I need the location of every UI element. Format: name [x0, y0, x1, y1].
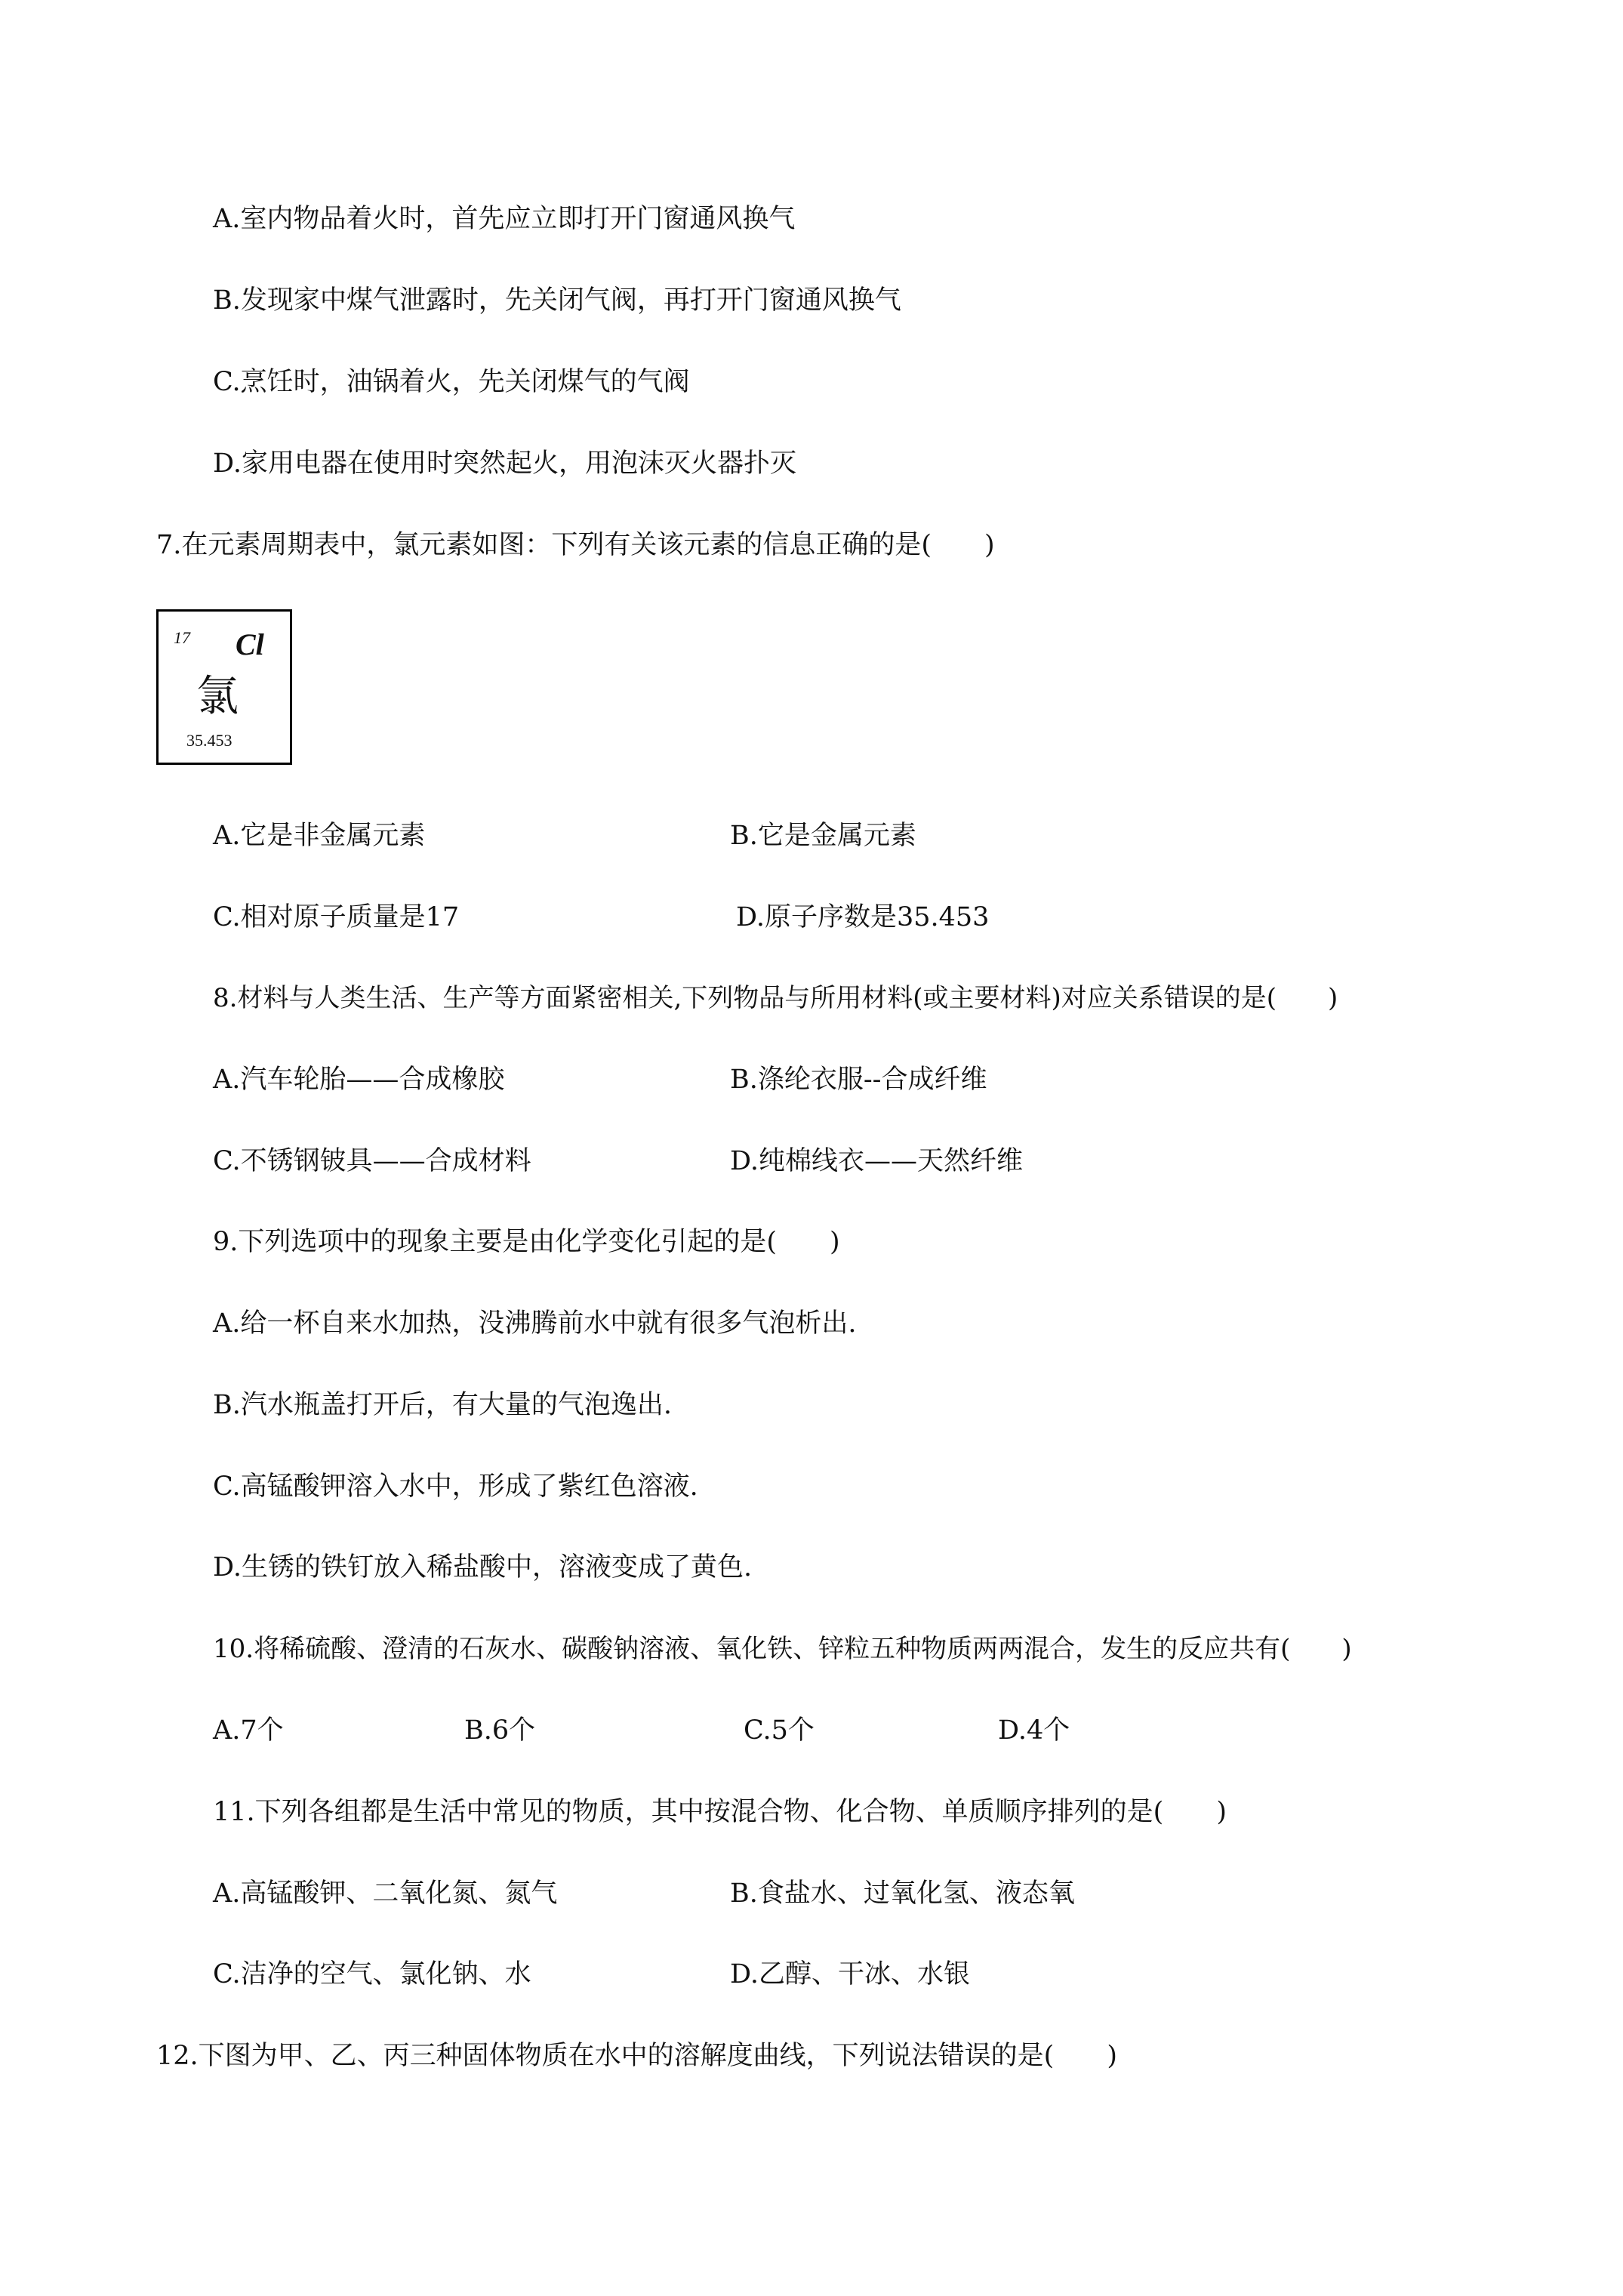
q10-option-c: C.5个 [744, 1715, 815, 1746]
q7-option-d: D.原子序数是35.453 [736, 902, 990, 932]
q10-stem: 10.将稀硫酸、澄清的石灰水、碳酸钠溶液、氧化铁、锌粒五种物质两两混合，发生的反应共有( ) [213, 1634, 1352, 1664]
element-name: 氯 [196, 672, 239, 721]
q11-option-b: B.食盐水、过氧化氢、液态氧 [730, 1878, 1075, 1909]
q10-option-a: A.7个 [213, 1715, 284, 1746]
q11-stem: 11.下列各组都是生活中常见的物质，其中按混合物、化合物、单质顺序排列的是( ) [213, 1797, 1227, 1827]
q6-option-c: C.烹饪时，油锅着火，先关闭煤气的气阀 [213, 367, 690, 397]
element-symbol: Cl [236, 627, 264, 661]
q11-option-d: D.乙醇、干冰、水银 [730, 1959, 970, 1989]
q7-stem: 7.在元素周期表中，氯元素如图：下列有关该元素的信息正确的是( ) [156, 530, 995, 560]
q9-option-d: D.生锈的铁钉放入稀盐酸中，溶液变成了黄色. [213, 1552, 753, 1583]
q7-option-c: C.相对原子质量是17 [213, 902, 460, 932]
element-atomic-number: 17 [174, 628, 190, 647]
q12-stem: 12.下图为甲、乙、丙三种固体物质在水中的溶解度曲线，下列说法错误的是( ) [156, 2041, 1117, 2071]
q6-option-d: D.家用电器在使用时突然起火，用泡沫灭火器扑灭 [213, 448, 796, 479]
element-atomic-mass: 35.453 [186, 731, 233, 750]
q11-option-c: C.洁净的空气、氯化钠、水 [213, 1959, 531, 1989]
q7-option-a: A.它是非金属元素 [213, 821, 426, 851]
q7-option-b: B.它是金属元素 [730, 821, 916, 851]
q9-option-b: B.汽水瓶盖打开后，有大量的气泡逸出. [213, 1390, 672, 1420]
q9-stem: 9.下列选项中的现象主要是由化学变化引起的是( ) [213, 1227, 840, 1257]
q8-option-a: A.汽车轮胎——合成橡胶 [213, 1065, 505, 1095]
q9-option-a: A.给一杯自来水加热，没沸腾前水中就有很多气泡析出. [213, 1308, 857, 1339]
q9-option-c: C.高锰酸钾溶入水中，形成了紫红色溶液. [213, 1472, 698, 1502]
chlorine-element-card [156, 609, 292, 765]
q11-option-a: A.高锰酸钾、二氧化氮、氮气 [213, 1878, 558, 1909]
q8-option-c: C.不锈钢铍具——合成材料 [213, 1146, 531, 1176]
q10-option-b: B.6个 [464, 1715, 536, 1746]
q8-option-d: D.纯棉线衣——天然纤维 [730, 1146, 1023, 1176]
q6-option-a: A.室内物品着火时，首先应立即打开门窗通风换气 [213, 204, 796, 234]
q6-option-b: B.发现家中煤气泄露时，先关闭气阀，再打开门窗通风换气 [213, 285, 901, 316]
q10-option-d: D.4个 [998, 1715, 1070, 1746]
q8-stem: 8.材料与人类生活、生产等方面紧密相关,下列物品与所用材料(或主要材料)对应关系错误的是( ) [213, 983, 1338, 1013]
q8-option-b: B.涤纶衣服--合成纤维 [730, 1065, 987, 1095]
